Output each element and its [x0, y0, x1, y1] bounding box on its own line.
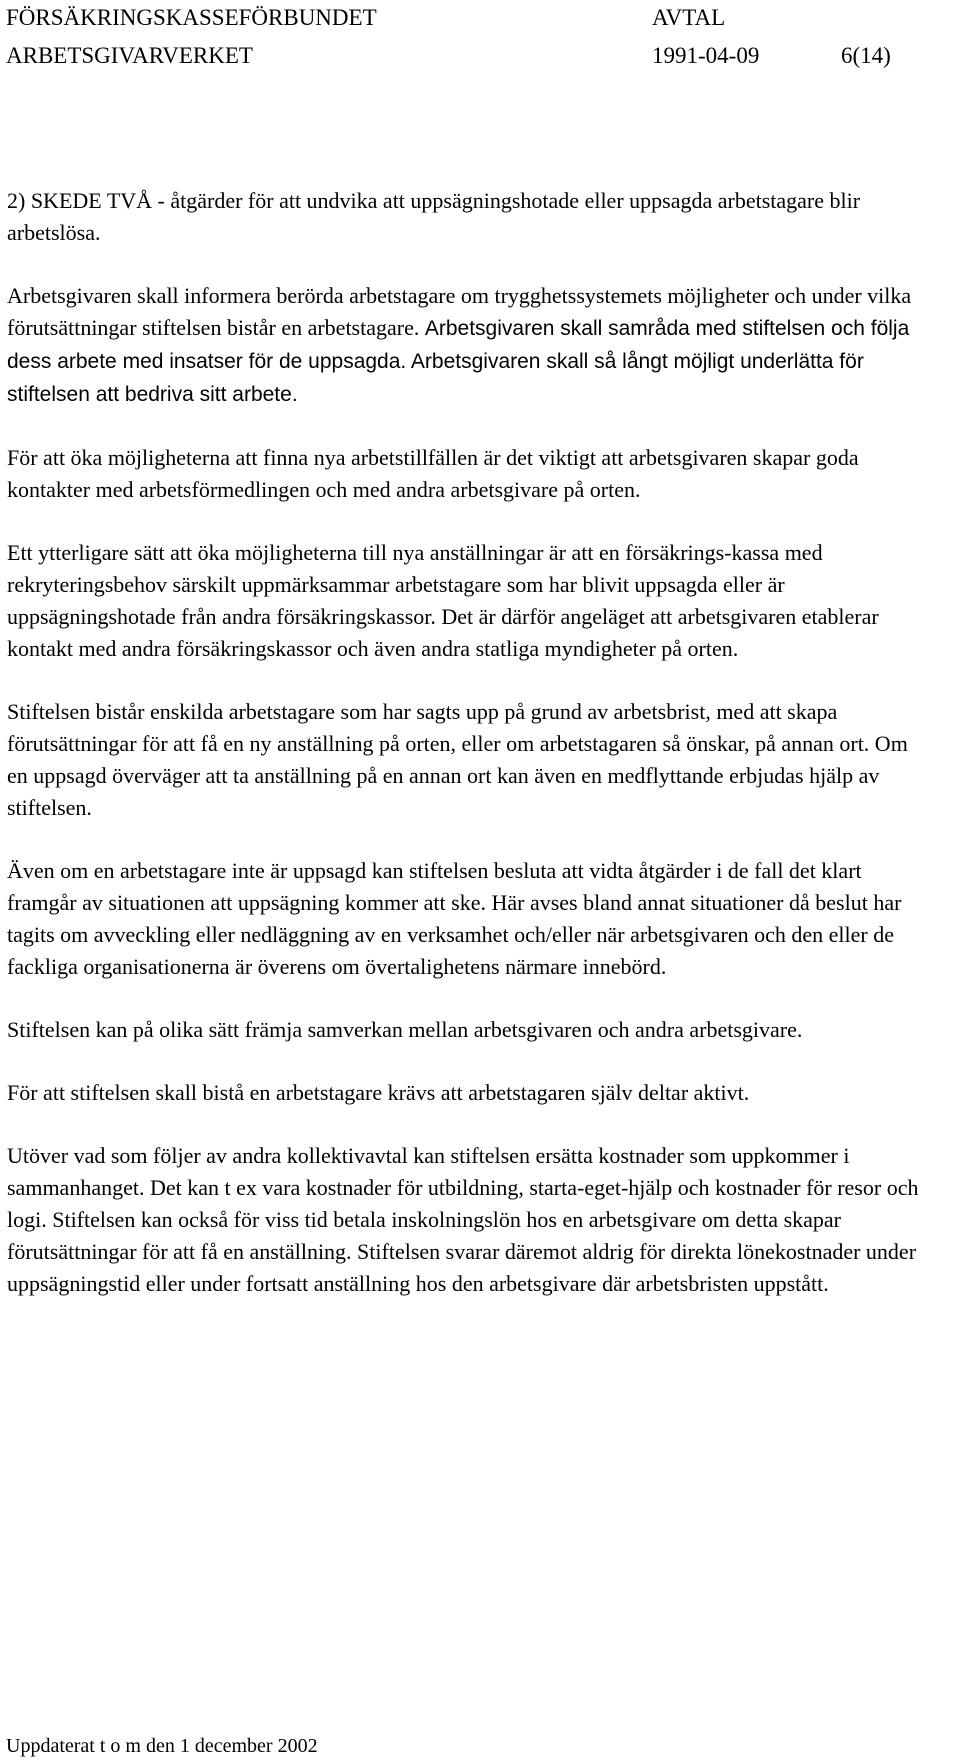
document-body — [7, 185, 925, 1331]
paragraph-deltar-aktivt: För att stiftelsen skall bistå en arbetstagare krävs att arbetstagaren själv deltar aktivt. — [7, 1080, 750, 1105]
header-organization-2: ARBETSGIVARVERKET — [6, 43, 253, 68]
section-heading-skede-tva: 2) SKEDE TVÅ - åtgärder för att undvika att uppsägningshotade eller uppsagda arbetstagare blir arbetslösa. — [7, 188, 861, 245]
paragraph-ersatta-kostnader: Utöver vad som följer av andra kollektivavtal kan stiftelsen ersätta kostnader som uppkommer i sammanhanget. Det kan t ex vara kostnader för utbildning, starta-eget-hjälp och kostnader för resor och logi. Stiftelsen kan också för viss tid betala inskolningslön hos en arbetsgivare om detta skapar förutsättningar för att få en anställning. Stiftelsen svarar däremot aldrig för direkta lönekostnader under uppsägningstid eller under fortsatt anställning hos den arbetsgivare där arbetsbristen uppstått. — [7, 1143, 919, 1296]
paragraph-arbetsgivaren-samrada: Arbetsgivaren skall samråda med stiftelsen och följa dess arbete med insatser för de uppsagda. Arbetsgivaren skall så långt möjligt underlätta för stiftelsen att bedriva sitt arbete. — [7, 317, 910, 406]
header-organization-1: FÖRSÄKRINGSKASSEFÖRBUNDET — [6, 5, 377, 30]
paragraph-arbetsgivaren-informera — [7, 280, 925, 411]
paragraph-forsakringskassa: Ett ytterligare sätt att öka möjligheterna till nya anställningar är att en försäkrings-kassa med rekryteringsbehov särskilt uppmärksammar arbetstagare som har blivit uppsagda eller är uppsägningshotade från andra försäkringskassor. Det är därför angeläget att arbetsgivaren etablerar kontakt med andra försäkringskassor och även andra statliga myndigheter på orten. — [7, 540, 879, 661]
paragraph-aven-om: Även om en arbetstagare inte är uppsagd kan stiftelsen besluta att vidta åtgärder i de fall det klart framgår av situationen att uppsägning kommer att ske. Här avses bland annat situationer då beslut har tagits om avveckling eller nedläggning av en verksamhet och/eller när arbetsgivaren och den eller de fackliga organisationerna är överens om övertalighetens närmare innebörd. — [7, 858, 902, 979]
paragraph-samverkan: Stiftelsen kan på olika sätt främja samverkan mellan arbetsgivaren och andra arbetsgivare. — [7, 1017, 803, 1042]
header-document-type: AVTAL — [652, 5, 726, 30]
paragraph-stiftelsen-bistar: Stiftelsen bistår enskilda arbetstagare som har sagts upp på grund av arbetsbrist, med att skapa förutsättningar för att få en ny anställning på orten, eller om arbetstagaren så önskar, på annan ort. Om en uppsagd överväger att ta anställning på en annan ort kan även en medflyttande erbjudas hjälp av stiftelsen. — [7, 699, 908, 820]
header-page-number: 6(14) — [841, 43, 891, 68]
paragraph-arbetsgivaren-informera-serif: Arbetsgivaren skall informera berörda arbetstagare om trygghetssystemets möjligheter och under vilka förutsättningar stiftelsen bistår en arbetstagare. — [7, 283, 912, 340]
footer-updated: Uppdaterat t o m den 1 december 2002 — [6, 1735, 318, 1757]
paragraph-arbetstillfallen: För att öka möjligheterna att finna nya arbetstillfällen är det viktigt att arbetsgivaren skapar goda kontakter med arbetsförmedlingen och med andra arbetsgivare på orten. — [7, 445, 859, 502]
header-date: 1991-04-09 — [652, 43, 760, 68]
